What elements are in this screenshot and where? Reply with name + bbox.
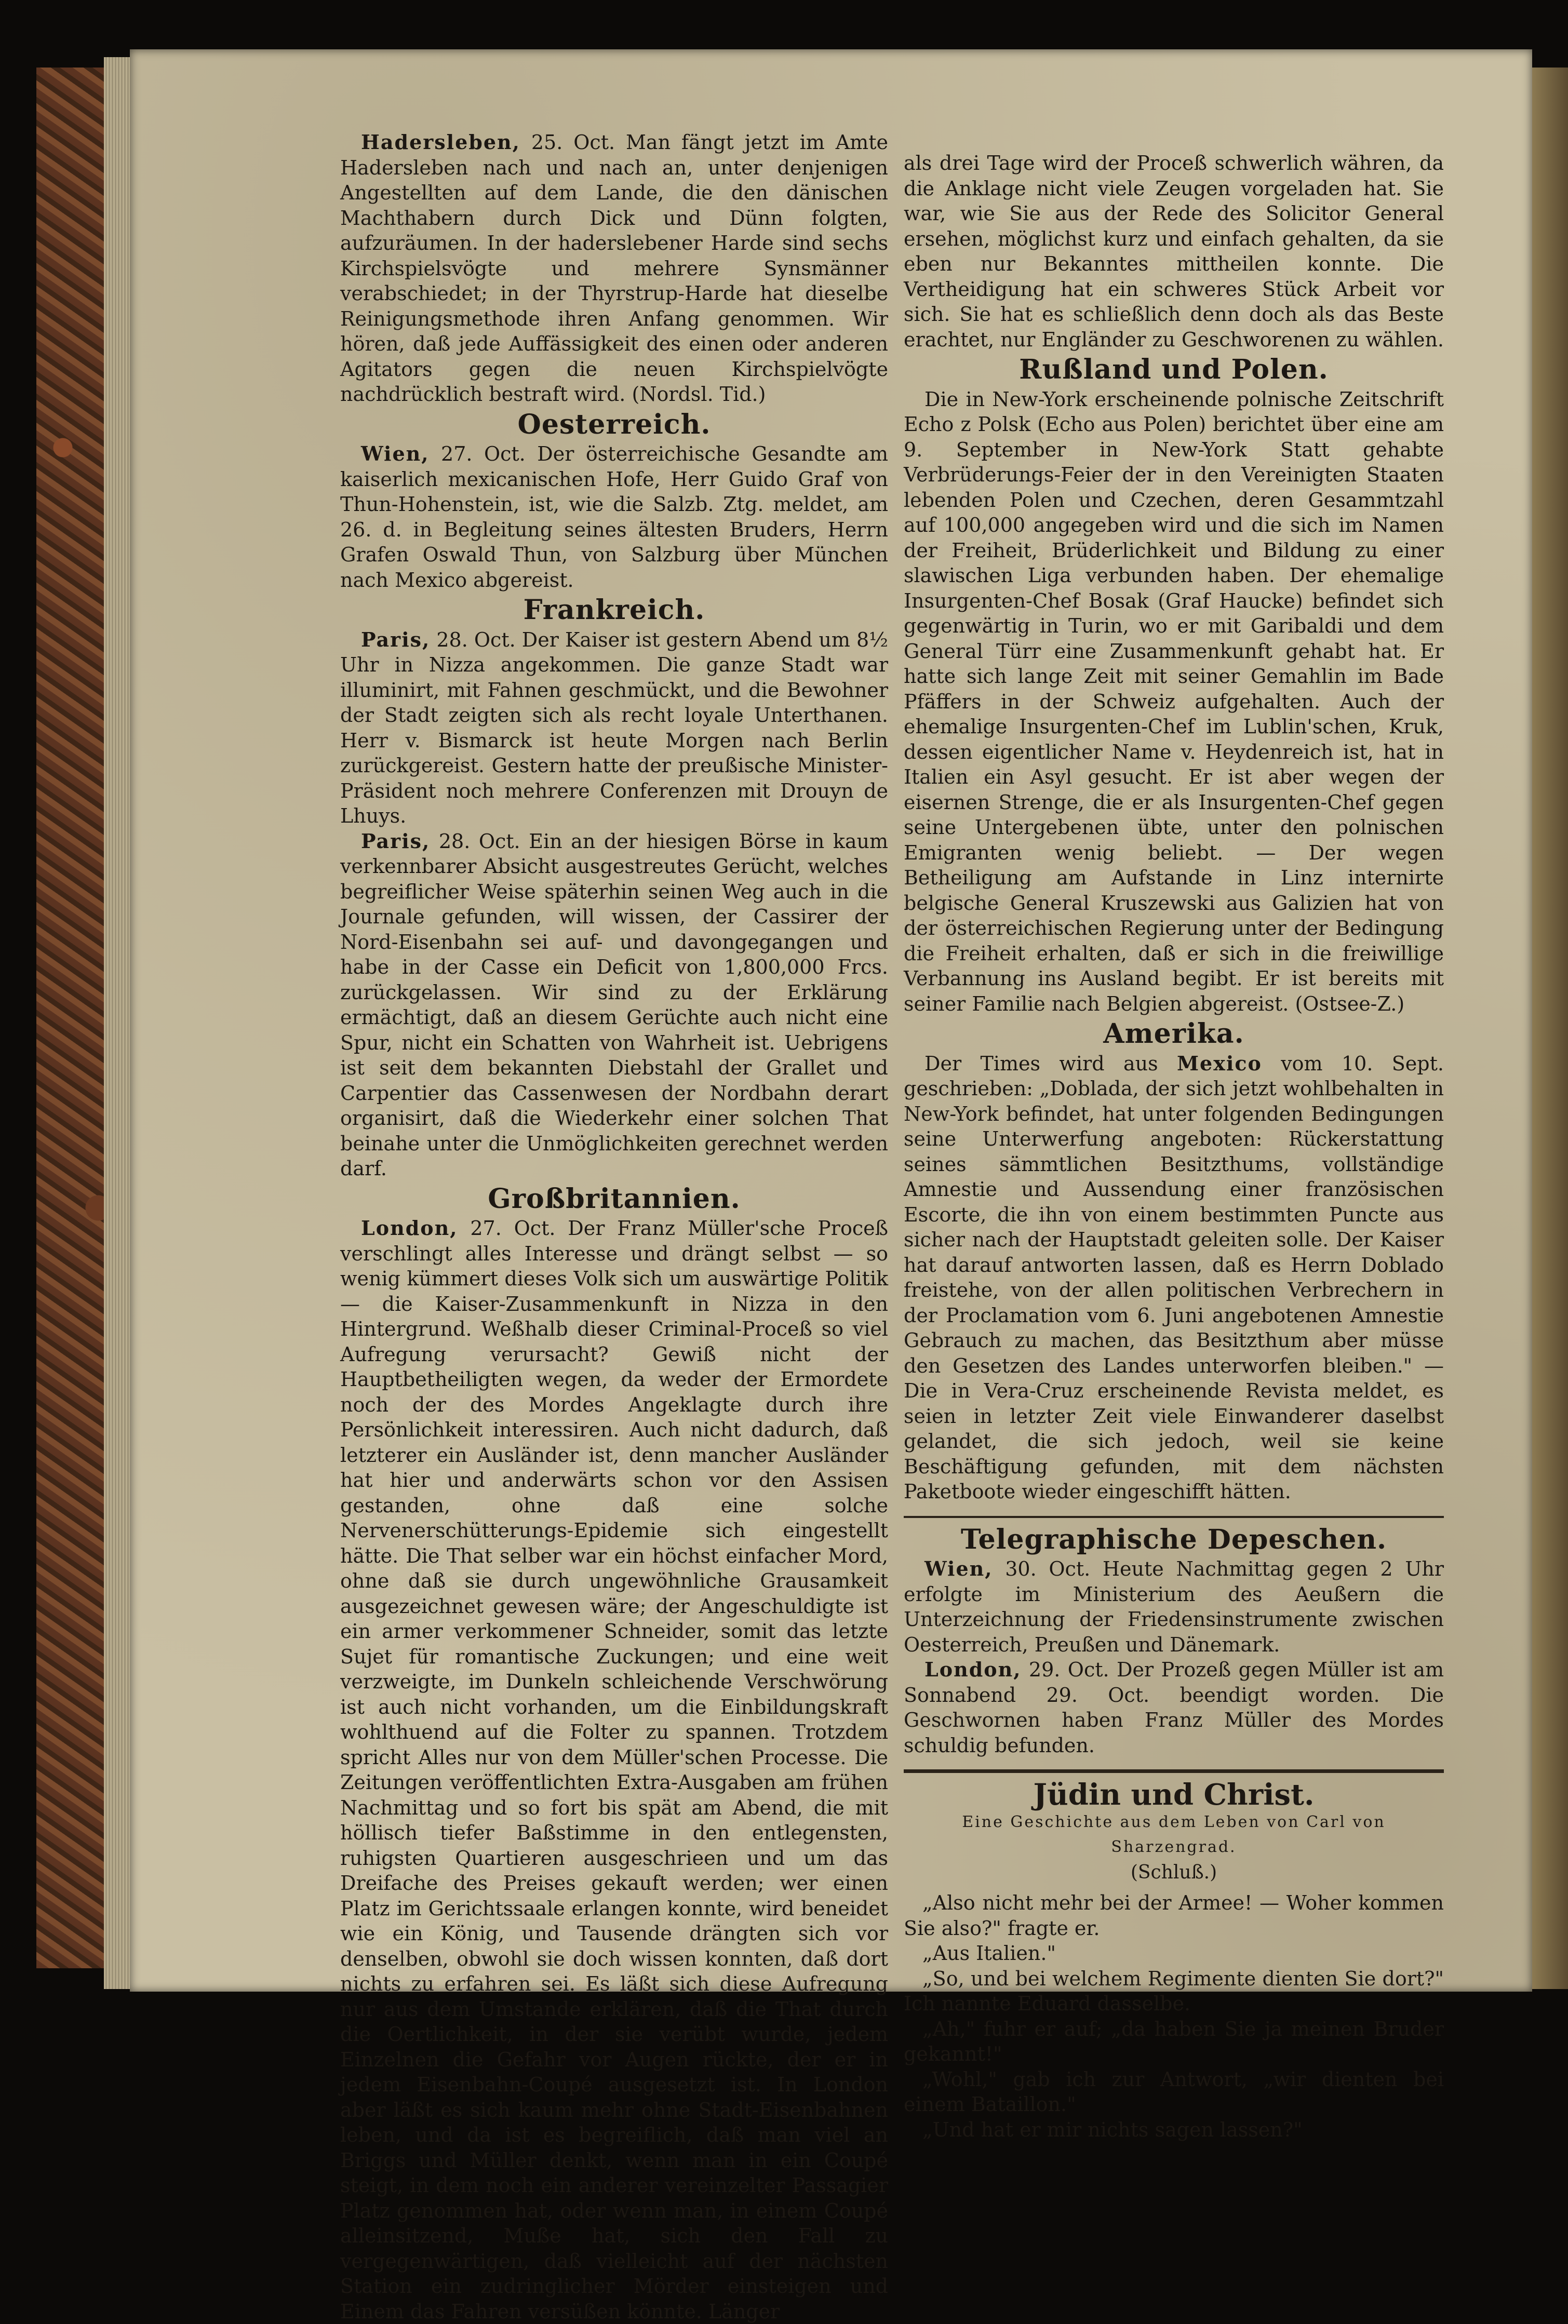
article-london-cont: als drei Tage wird der Proceß schwerlich währen, da die Anklage nicht viele Zeugen vorgeladen hat. Sie war, wie Sie aus der Rede des Solicitor General ersehen, möglichst kurz und einfach gehalten, da sie eben nur Bekanntes mittheilen konnte. Die Vertheidigung hat ein schweres Stück Arbeit vor sich. Sie hat es schließlich denn doch als das Beste erachtet, nur Engländer zu Geschworenen zu wählen.: [904, 152, 1444, 351]
story-subtitle: Eine Geschichte aus dem Leben von Carl von Sharzengrad.: [962, 1812, 1386, 1856]
heading-amerika: Amerika.: [1103, 1018, 1244, 1050]
heading-oesterreich: Oesterreich.: [517, 408, 711, 440]
heading-frankreich: Frankreich.: [523, 594, 705, 626]
article-paris-2: Paris, 28. Oct. Ein an der hiesigen Börse in kaum verkennbarer Absicht ausgestreutes Gerücht, welches begreiflicher Weise späterhin seinen Weg auch in die Journale gefunden, will wissen, der Cassirer der Nord-Eisenbahn sei auf- und davongegangen und habe in der Casse ein Deficit von 1,800,000 Frcs. zurückgelassen. Wir sind zu der Erklärung ermächtigt, daß an diesem Gerüchte auch nicht eine Spur, nicht ein Schatten von Wahrheit ist. Uebrigens ist seit dem bekannten Diebstahl der Grallet und Carpentier das Cassenwesen der Nordbahn derart organisirt, daß die Wiederkehr einer solchen That beinahe unter die Unmöglichkeiten gerechnet werden darf.: [340, 829, 888, 1180]
divider: [904, 1516, 1444, 1518]
story-line: „Also nicht mehr bei der Armee! — Woher kommen Sie also?" fragte er.: [904, 1891, 1444, 1940]
article-paris-1: Paris, 28. Oct. Der Kaiser ist gestern Abend um 8½ Uhr in Nizza angekommen. Die ganze Stadt war illuminirt, mit Fahnen geschmückt, und die Bewohner der Stadt zeigten sich als recht loyale Unterthanen. Herr v. Bismarck ist heute Morgen nach Berlin zurückgereist. Gestern hatte der preußische Minister-Präsident noch mehrere Conferenzen mit Drouyn de Lhuys.: [340, 627, 888, 827]
story-line: „So, und bei welchem Regimente dienten Sie dort?" Ich nannte Eduard dasselbe.: [904, 1967, 1444, 2015]
right-column: [904, 151, 1444, 2142]
article-wien: Wien, 27. Oct. Der österreichische Gesandte am kaiserlich mexicanischen Hofe, Herr Guido Graf von Thun-Hohenstein, ist, wie die Salzb. Ztg. meldet, am 26. d. in Begleitung seines ältesten Bruders, Herrn Grafen Oswald Thun, von Salzburg über München nach Mexico abgereist.: [340, 442, 888, 592]
heading-grossbritannien: Großbritannien.: [488, 1183, 741, 1215]
heading-russland: Rußland und Polen.: [1019, 354, 1329, 385]
story-part: (Schluß.): [1130, 1861, 1217, 1883]
story-line: „Wohl," gab ich zur Antwort, „wir dienten bei einem Bataillon.": [904, 2067, 1444, 2116]
story-line: „Ah," fuhr er auf; „da haben Sie ja meinen Bruder gekannt!": [904, 2017, 1444, 2065]
left-column: [340, 130, 888, 2324]
article-london-tele: London, 29. Oct. Der Prozeß gegen Müller ist am Sonnabend 29. Oct. beendigt worden. Die Geschwornen haben Franz Müller des Mordes schuldig befunden.: [904, 1658, 1444, 1757]
divider-feuilleton: [904, 1769, 1444, 1773]
article-mexico: Der Times wird aus Mexico vom 10. Sept. geschrieben: „Doblada, der sich jetzt wohlbehalten in New-York befindet, hat unter folgenden Bedingungen seine Unterwerfung angeboten: Rückerstattung seines sämmtlichen Besitzthums, vollständige Amnestie und Aussendung einer französischen Escorte, die ihn von einem bestimmten Puncte aus sicher nach der Hauptstadt geleiten solle. Der Kaiser hat darauf antworten lassen, daß es Herrn Doblado freistehe, von der allen politischen Verbrechern in der Proclamation vom 6. Juni angebotenen Amnestie Gebrauch zu machen, das Besitzthum aber müsse den Gesetzen des Landes unterworfen bleiben." — Die in Vera-Cruz erscheinende Revista meldet, es seien in letzter Zeit viele Einwanderer daselbst gelandet, die sich jedoch, weil sie keine Beschäftigung gefunden, mit dem nächsten Paketboote wieder eingeschifft hätten.: [904, 1051, 1444, 1503]
story-line: „Und hat er mir nichts sagen lassen?": [922, 2118, 1303, 2141]
article-london-1: London, 27. Oct. Der Franz Müller'sche Proceß verschlingt alles Interesse und drängt selbst — so wenig kümmert dieses Volk sich um auswärtige Politik — die Kaiser-Zusammenkunft in Nizza in den Hintergrund. Weßhalb dieser Criminal-Proceß so viel Aufregung verursacht? Gewiß nicht der Hauptbetheiligten wegen, da weder der Ermordete noch der des Mordes Angeklagte durch ihre Persönlichkeit interessiren. Auch nicht dadurch, daß letzterer ein Ausländer ist, denn mancher Ausländer hat hier und anderwärts schon vor den Assisen gestanden, ohne daß eine solche Nervenerschütterungs-Epidemie sich eingestellt hätte. Die That selber war ein höchst einfacher Mord, ohne daß sie durch ungewöhnliche Grausamkeit ausgezeichnet gewesen wäre; der Angeschuldigte ist ein armer verkommener Schneider, somit das letzte Sujet für romantische Zuckungen; und eine weit verzweigte, im Dunkeln schleichende Verschwörung ist auch nicht vorhanden, um die Einbildungskraft wohlthuend auf die Folter zu spannen. Trotzdem spricht Alles nur von dem Müller'schen Processe. Die Zeitungen veröffentlichten Extra-Ausgaben am frühen Nachmittag und so fort bis spät am Abend, die mit höllisch tiefer Baßstimme in den entlegensten, ruhigsten Quartieren ausgeschrieen und um das Dreifache des Preises gekauft werden; wer einen Platz im Gerichtssaale erlangen konnte, wird beneidet wie ein König, und Tausende drängten sich vor denselben, obwohl sie doch wissen konnten, daß dort nichts zu erfahren sei. Es läßt sich diese Aufregung nur aus dem Umstande erklären, daß die That durch die Oertlichkeit, in der sie verübt wurde, jedem Einzelnen die Gefahr vor Augen rückte, der er in jedem Eisenbahn-Coupé ausgesetzt ist. In London aber läßt es sich kaum mehr ohne Stadt-Eisenbahnen leben, und da ist es begreiflich, daß man viel an Briggs und Müller denkt, wenn man in ein Coupé steigt, in dem noch ein anderer vereinzelter Passagier Platz genommen hat, oder wenn man, in einem Coupé alleinsitzend, Muße hat, sich den Fall zu vergegenwärtigen, daß vielleicht auf der nächsten Station ein zudringlicher Mörder einsteigen und Einem das Fahren versüßen könnte. Länger: [340, 1216, 888, 2323]
story-line: „Aus Italien.": [922, 1942, 1056, 1965]
story-dialog: [904, 1890, 1444, 2142]
heading-telegraphische-depeschen: Telegraphische Depeschen.: [960, 1523, 1387, 1555]
article-wien-tele: Wien, 30. Oct. Heute Nachmittag gegen 2 Uhr erfolgte im Ministerium des Aeußern die Unterzeichnung der Friedensinstrumente zwischen Oesterreich, Preußen und Dänemark.: [904, 1557, 1444, 1656]
book-edge-right: [1532, 68, 1568, 1989]
story-title: Jüdin und Christ.: [1033, 1778, 1315, 1812]
article-hadersleben: Hadersleben, 25. Oct. Man fängt jetzt im Amte Hadersleben nach und nach an, unter denjenigen Angestellten auf dem Lande, die den dänischen Machthabern durch Dick und Dünn folgten, aufzuräumen. In der haderslebener Harde sind sechs Kirchspielsvögte und mehrere Synsmänner verabschiedet; in der Thyrstrup-Harde hat dieselbe Reinigungsmethode ihren Anfang genommen. Wir hören, daß jede Auffässigkeit des einen oder anderen Agitators gegen die neuen Kirchspielvögte nachdrücklich bestraft wird. (Nordsl. Tid.): [340, 130, 888, 406]
article-polen: Die in New-York erscheinende polnische Zeitschrift Echo z Polsk (Echo aus Polen) berichtet über eine am 9. September in New-York Statt gehabte Verbrüderungs-Feier der in den Vereinigten Staaten lebenden Polen und Czechen, deren Gesammtzahl auf 100,000 angegeben wird und die sich im Namen der Freiheit, Brüderlichkeit und Bildung zu einer slawischen Liga verbunden haben. Der ehemalige Insurgenten-Chef Bosak (Graf Haucke) befindet sich gegenwärtig in Turin, wo er mit Garibaldi und dem General Türr eine Zusammenkunft gehabt hat. Er hatte sich lange Zeit mit seiner Gemahlin im Bade Pfäffers in der Schweiz aufgehalten. Auch der ehemalige Insurgenten-Chef im Lublin'schen, Kruk, dessen eigentlicher Name v. Heydenreich ist, hat in Italien ein Asyl gesucht. Er ist aber wegen der eisernen Strenge, die er als Insurgenten-Chef gegen seine Untergebenen übte, unter den polnischen Emigranten wenig beliebt. — Der wegen Betheiligung am Aufstande in Linz internirte belgische General Kruszewski aus Galizien hat von der österreichischen Regierung unter der Bedingung die Freiheit erhalten, daß er sich in die freiwillige Verbannung ins Ausland begibt. Er ist bereits mit seiner Familie nach Belgien abgereist. (Ostsee-Z.): [904, 387, 1444, 1015]
